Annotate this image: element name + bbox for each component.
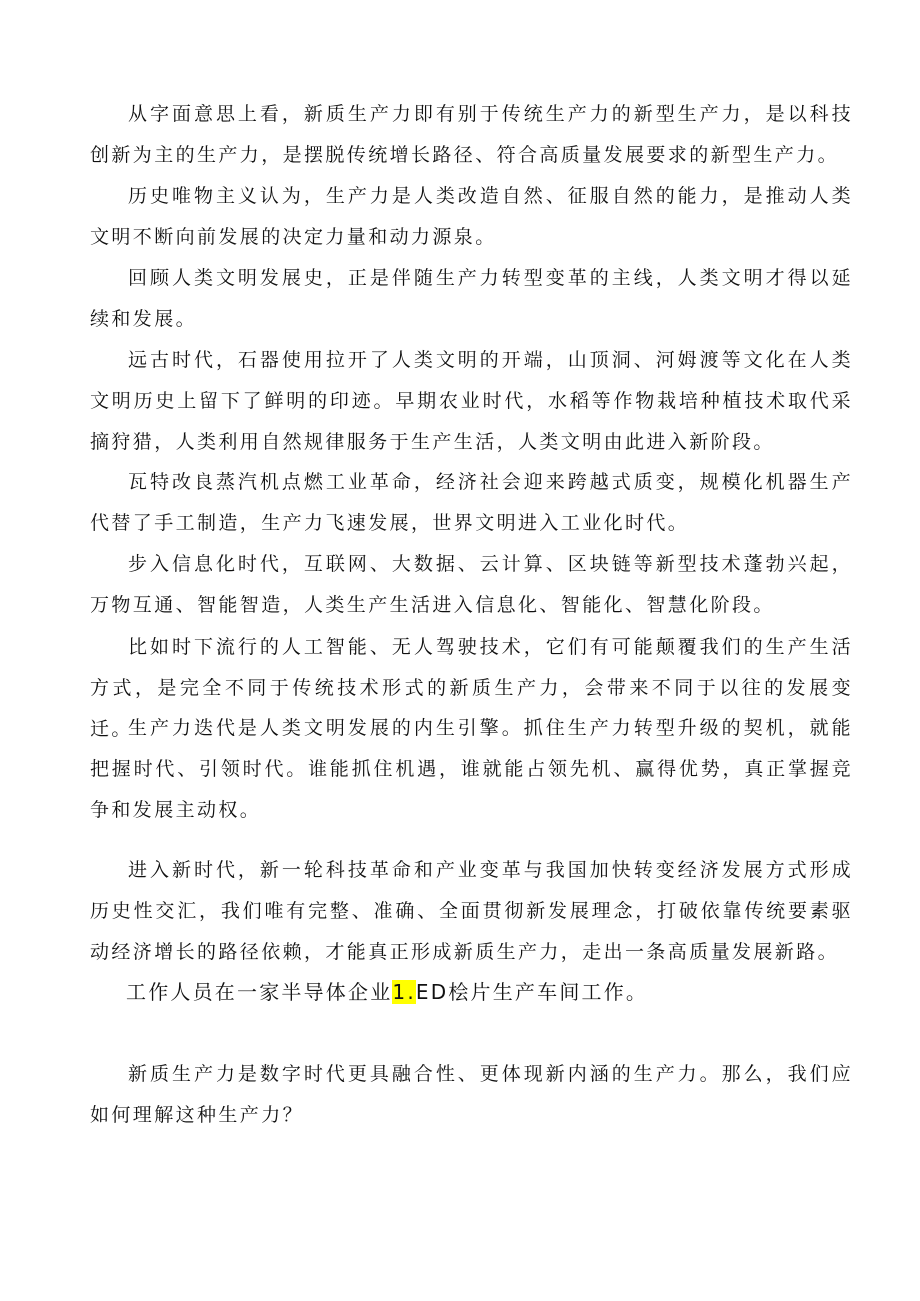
caption-text-after: ED桧片生产车间工作。: [415, 980, 649, 1004]
paragraph-2: 历史唯物主义认为，生产力是人类改造自然、征服自然的能力，是推动人类文明不断向前发展的决定力量和动力源泉。: [90, 185, 853, 248]
paragraph-7: 比如时下流行的人工智能、无人驾驶技术，它们有可能颠覆我们的生产生活方式，是完全不同于传统技术形式的新质生产力，会带来不同于以往的发展变迁。: [90, 636, 853, 740]
paragraph-5: 瓦特改良蒸汽机点燃工业革命，经济社会迎来跨越式质变，规模化机器生产代替了手工制造，生产力飞速发展，世界文明进入工业化时代。: [90, 471, 853, 534]
caption-text-before: 工作人员在一家半导体企业: [126, 980, 393, 1004]
document-body: [90, 0, 853, 1301]
paragraph-6: 步入信息化时代，互联网、大数据、云计算、区块链等新型技术蓬勃兴起，万物互通、智能智造，人类生产生活进入信息化、智能化、智慧化阶段。: [90, 553, 853, 616]
paragraph-8: 生产力迭代是人类文明发展的内生引擎。抓住生产力转型升级的契机，就能把握时代、引领时代。谁能抓住机遇，谁就能占领先机、赢得优势，真正掌握竞争和发展主动权。: [90, 717, 853, 821]
caption-highlight: 1.: [392, 980, 416, 1004]
paragraph-1: 从字面意思上看，新质生产力即有别于传统生产力的新型生产力，是以科技创新为主的生产力，是摆脱传统增长路径、符合高质量发展要求的新型生产力。: [90, 103, 853, 166]
paragraph-9: 进入新时代，新一轮科技革命和产业变革与我国加快转变经济发展方式形成历史性交汇，我们唯有完整、准确、全面贯彻新发展理念，打破依靠传统要素驱动经济增长的路径依赖，才能真正形成新质生产力，走出一条高质量发展新路。: [90, 859, 853, 963]
paragraph-4: 远古时代，石器使用拉开了人类文明的开端，山顶洞、河姆渡等文化在人类文明历史上留下了鲜明的印迹。早期农业时代，水稻等作物栽培种植技术取代采摘狩猎，人类利用自然规律服务于生产生活，人类文明由此进入新阶段。: [90, 349, 853, 453]
photo-caption: [126, 977, 826, 1007]
paragraph-3: 回顾人类文明发展史，正是伴随生产力转型变革的主线，人类文明才得以延续和发展。: [90, 267, 853, 330]
closing-paragraph: 新质生产力是数字时代更具融合性、更体现新内涵的生产力。那么，我们应如何理解这种生产力？: [90, 1063, 853, 1126]
